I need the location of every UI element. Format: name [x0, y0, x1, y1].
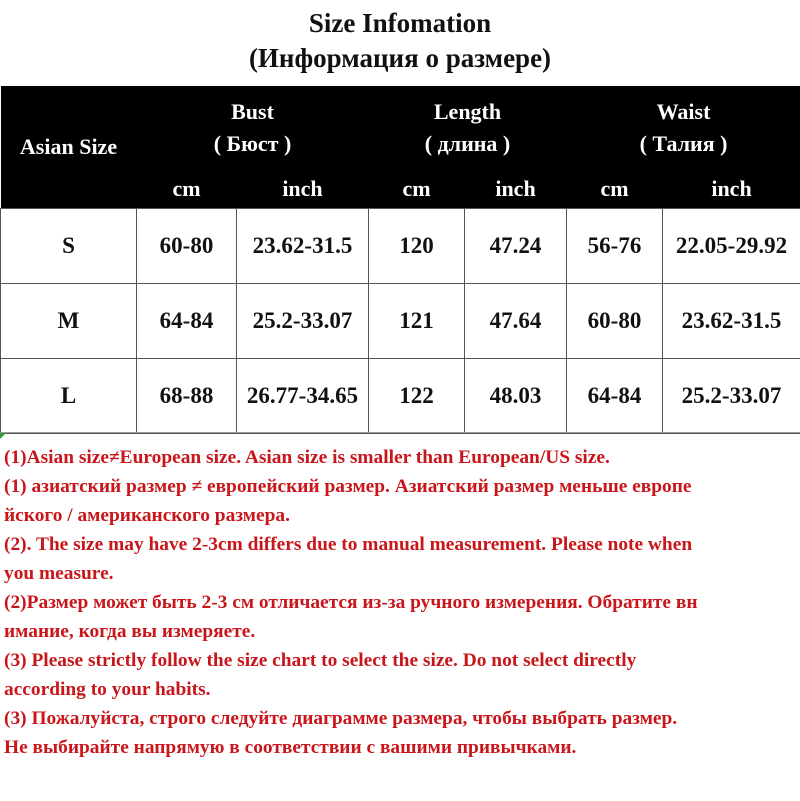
waist-cm-cell: 56-76 — [567, 209, 663, 284]
page-header — [0, 0, 800, 86]
waist-header-label: Waist — [567, 96, 800, 128]
length-inch-cell: 47.64 — [465, 284, 567, 359]
corner-marker-icon — [0, 433, 6, 439]
bust-cm-cell: 68-88 — [137, 359, 237, 434]
size-label-cell: S — [1, 209, 137, 284]
waist-inch-cell: 22.05-29.92 — [663, 209, 800, 284]
unit-header-length-cm: cm — [369, 170, 465, 209]
page-subtitle: (Информация о размере) — [0, 43, 800, 74]
asian-size-header: Asian Size — [1, 86, 137, 209]
waist-cm-cell: 60-80 — [567, 284, 663, 359]
table-row — [1, 209, 800, 284]
note-line: (3) Пожалуйста, строго следуйте диаграмме размера, чтобы выбрать размер. — [4, 704, 796, 733]
length-cm-cell: 121 — [369, 284, 465, 359]
length-header-label: Length — [369, 96, 567, 128]
length-header-sublabel: ( длина ) — [369, 128, 567, 160]
bust-inch-cell: 25.2-33.07 — [237, 284, 369, 359]
bust-cm-cell: 64-84 — [137, 284, 237, 359]
size-table-container — [0, 86, 800, 430]
waist-cm-cell: 64-84 — [567, 359, 663, 434]
bust-header — [137, 86, 369, 170]
unit-header-bust-inch: inch — [237, 170, 369, 209]
size-notes — [0, 432, 800, 801]
note-line: (2). The size may have 2-3cm differs due to manual measurement. Please note when — [4, 530, 796, 559]
length-cm-cell: 122 — [369, 359, 465, 434]
notes-text-block — [4, 443, 796, 762]
length-cm-cell: 120 — [369, 209, 465, 284]
size-label-cell: L — [1, 359, 137, 434]
note-line: Не выбирайте напрямую в соответствии с вашими привычками. — [4, 733, 796, 762]
waist-inch-cell: 25.2-33.07 — [663, 359, 800, 434]
note-line: according to your habits. — [4, 675, 796, 704]
size-table — [0, 86, 800, 434]
note-line: (1) азиатский размер ≠ европейский размер. Азиатский размер меньше европе — [4, 472, 796, 501]
length-inch-cell: 47.24 — [465, 209, 567, 284]
note-line: (1)Asian size≠European size. Asian size is smaller than European/US size. — [4, 443, 796, 472]
unit-header-waist-inch: inch — [663, 170, 800, 209]
bust-cm-cell: 60-80 — [137, 209, 237, 284]
note-line: (2)Размер может быть 2-3 см отличается из-за ручного измерения. Обратите вн — [4, 588, 796, 617]
bust-inch-cell: 26.77-34.65 — [237, 359, 369, 434]
length-inch-cell: 48.03 — [465, 359, 567, 434]
table-row — [1, 359, 800, 434]
size-label-cell: M — [1, 284, 137, 359]
waist-header-sublabel: ( Талия ) — [567, 128, 800, 160]
note-line: you measure. — [4, 559, 796, 588]
size-table-body — [1, 209, 800, 434]
note-line: йского / американского размера. — [4, 501, 796, 530]
unit-header-bust-cm: cm — [137, 170, 237, 209]
bust-header-label: Bust — [137, 96, 369, 128]
size-table-header — [1, 86, 800, 209]
page-title: Size Infomation — [0, 8, 800, 39]
waist-header — [567, 86, 800, 170]
waist-inch-cell: 23.62-31.5 — [663, 284, 800, 359]
table-row — [1, 284, 800, 359]
bust-inch-cell: 23.62-31.5 — [237, 209, 369, 284]
note-line: имание, когда вы измеряете. — [4, 617, 796, 646]
note-line: (3) Please strictly follow the size chart to select the size. Do not select directly — [4, 646, 796, 675]
bust-header-sublabel: ( Бюст ) — [137, 128, 369, 160]
length-header — [369, 86, 567, 170]
unit-header-length-inch: inch — [465, 170, 567, 209]
unit-header-waist-cm: cm — [567, 170, 663, 209]
